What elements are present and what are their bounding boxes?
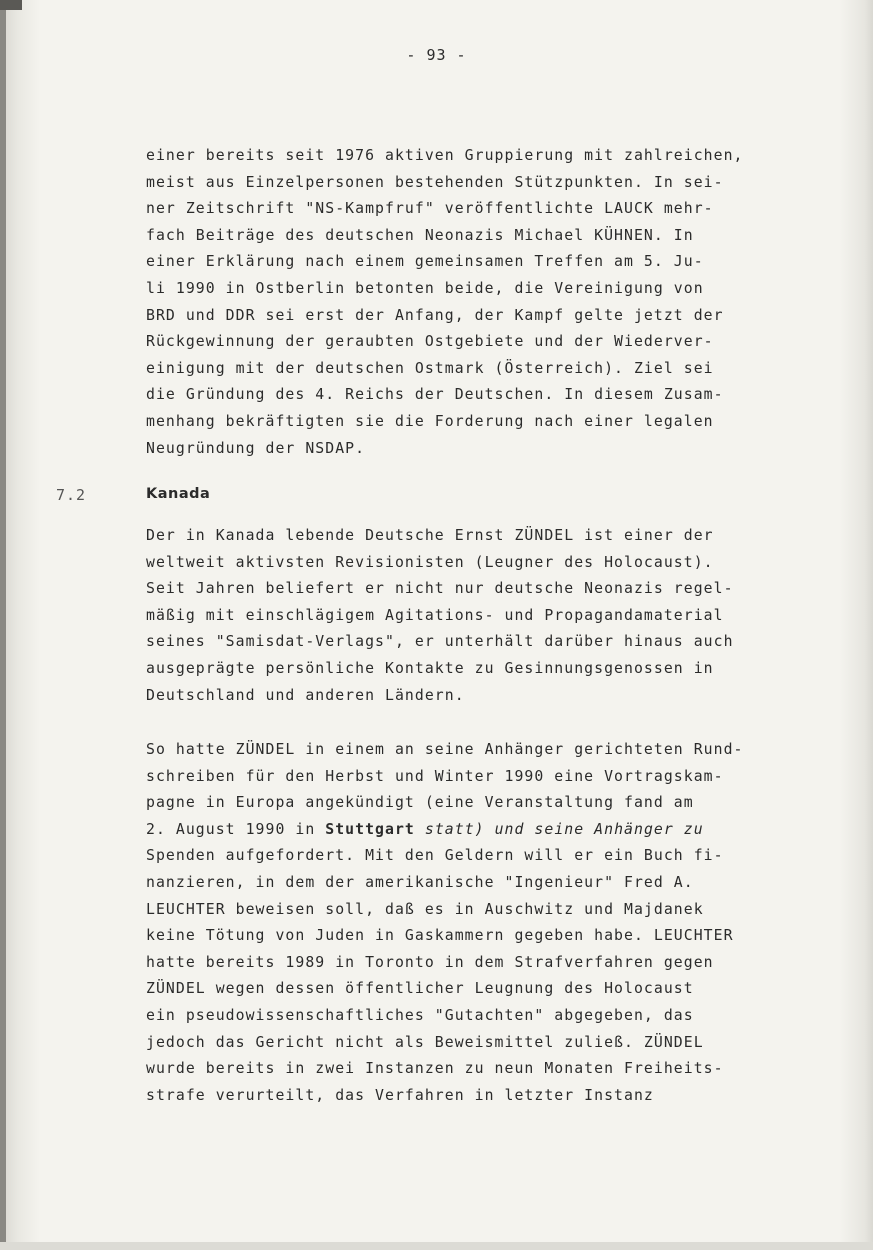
text-line: jedoch das Gericht nicht als Beweismittel zuließ. ZÜNDEL bbox=[146, 1033, 704, 1051]
text-line: die Gründung des 4. Reichs der Deutschen. In diesem Zusam- bbox=[146, 386, 724, 404]
text-line: ZÜNDEL wegen dessen öffentlicher Leugnung des Holocaust bbox=[146, 980, 694, 998]
text-line: mäßig mit einschlägigem Agitations- und Propagandamaterial bbox=[146, 606, 724, 624]
scan-edge-bottom bbox=[0, 1242, 873, 1250]
text-line: pagne in Europa angekündigt (eine Veranstaltung fand am bbox=[146, 794, 694, 812]
text-line: ein pseudowissenschaftliches "Gutachten" abgegeben, das bbox=[146, 1006, 694, 1024]
text-line: wurde bereits in zwei Instanzen zu neun Monaten Freiheits- bbox=[146, 1060, 724, 1078]
text-line: einer Erklärung nach einem gemeinsamen Treffen am 5. Ju- bbox=[146, 253, 704, 271]
text-line: strafe verurteilt, das Verfahren in letzter Instanz bbox=[146, 1086, 654, 1104]
text-line bbox=[146, 817, 796, 844]
text-line: li 1990 in Ostberlin betonten beide, die Vereinigung von bbox=[146, 279, 704, 297]
text-line: einer bereits seit 1976 aktiven Gruppierung mit zahlreichen, bbox=[146, 147, 744, 164]
text-line: fach Beiträge des deutschen Neonazis Michael KÜHNEN. In bbox=[146, 226, 694, 244]
text-line: menhang bekräftigten sie die Forderung nach einer legalen bbox=[146, 412, 714, 430]
text-line: LEUCHTER beweisen soll, daß es in Auschwitz und Majdanek bbox=[146, 900, 704, 918]
text-line: Deutschland und anderen Ländern. bbox=[146, 686, 465, 704]
section-number: 7.2 bbox=[56, 486, 87, 504]
text-line: keine Tötung von Juden in Gaskammern gegeben habe. LEUCHTER bbox=[146, 927, 734, 945]
text-segment: 2. August 1990 in bbox=[146, 820, 326, 838]
text-line: ner Zeitschrift "NS-Kampfruf" veröffentlichte LAUCK mehr- bbox=[146, 200, 714, 218]
place-name-stuttgart: Stuttgart bbox=[325, 820, 415, 838]
text-segment: statt) und seine Anhänger zu bbox=[414, 820, 704, 838]
paragraph-lauck bbox=[146, 143, 796, 462]
text-line: Seit Jahren beliefert er nicht nur deutsche Neonazis regel- bbox=[146, 580, 734, 598]
text-line: meist aus Einzelpersonen bestehenden Stützpunkten. In sei- bbox=[146, 173, 724, 191]
text-line: Rückgewinnung der geraubten Ostgebiete und der Wiederver- bbox=[146, 333, 714, 351]
paragraph-zuendel-intro bbox=[146, 523, 796, 709]
text-line: einigung mit der deutschen Ostmark (Österreich). Ziel sei bbox=[146, 359, 714, 377]
scan-edge-left bbox=[0, 0, 6, 1250]
text-line: Spenden aufgefordert. Mit den Geldern will er ein Buch fi- bbox=[146, 847, 724, 865]
section-heading: Kanada bbox=[146, 486, 211, 502]
scan-corner-mark bbox=[0, 0, 22, 10]
text-line: weltweit aktivsten Revisionisten (Leugner des Holocaust). bbox=[146, 553, 714, 571]
text-line: So hatte ZÜNDEL in einem an seine Anhänger gerichteten Rund- bbox=[146, 741, 744, 758]
text-line: seines "Samisdat-Verlags", er unterhält darüber hinaus auch bbox=[146, 633, 734, 651]
text-line: BRD und DDR sei erst der Anfang, der Kampf gelte jetzt der bbox=[146, 306, 724, 324]
text-line: hatte bereits 1989 in Toronto in dem Strafverfahren gegen bbox=[146, 953, 714, 971]
page-number: - 93 - bbox=[406, 46, 467, 64]
text-line: Der in Kanada lebende Deutsche Ernst ZÜNDEL ist einer der bbox=[146, 527, 714, 544]
text-line: Neugründung der NSDAP. bbox=[146, 439, 366, 457]
text-line: schreiben für den Herbst und Winter 1990 eine Vortragskam- bbox=[146, 767, 724, 785]
text-line: ausgeprägte persönliche Kontakte zu Gesinnungsgenossen in bbox=[146, 659, 714, 677]
text-line: nanzieren, in dem der amerikanische "Ingenieur" Fred A. bbox=[146, 873, 694, 891]
paragraph-zuendel-campaign bbox=[146, 737, 796, 1109]
